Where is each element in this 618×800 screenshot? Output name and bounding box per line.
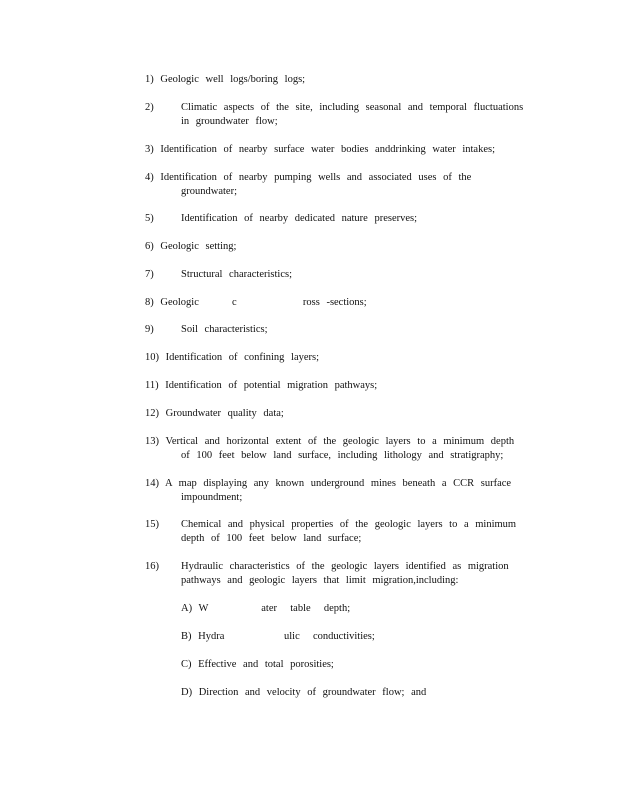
list-item (145, 477, 535, 505)
item-text: Identification of potential migration pathways; (165, 380, 378, 391)
item-number: 7) (145, 269, 154, 280)
list-item (145, 73, 535, 87)
item-continuation: impoundment; (181, 492, 243, 503)
item-number: 9) (145, 324, 154, 335)
sub-item-letter: A) (181, 603, 193, 614)
sub-item-text: Hydra ulic conductivities; (198, 631, 375, 642)
list-item (145, 379, 535, 393)
item-number: 8) (145, 297, 154, 308)
item-continuation: depth of 100 feet below land surface; (181, 533, 362, 544)
item-number: 5) (145, 213, 154, 224)
list-item (145, 351, 535, 365)
item-number: 16) (145, 561, 159, 572)
list-item (145, 560, 535, 588)
sub-list-item (181, 630, 511, 644)
item-text: A map displaying any known underground mines beneath a CCR surface (165, 478, 512, 489)
item-number: 11) (145, 380, 159, 391)
sub-item-text: W ater table depth; (198, 603, 351, 614)
item-text: Chemical and physical properties of the geologic layers to a minimum (181, 519, 517, 530)
item-text: Climatic aspects of the site, including seasonal and temporal fluctuations (181, 102, 524, 113)
list-item (145, 101, 535, 129)
item-text: Geologic well logs/boring logs; (160, 74, 306, 85)
item-text: Hydraulic characteristics of the geologic layers identified as migration (181, 561, 509, 572)
item-number: 15) (145, 519, 159, 530)
item-text: Identification of nearby surface water bodies anddrinking water intakes; (160, 144, 496, 155)
sub-item-letter: D) (181, 687, 193, 698)
list-item (145, 268, 535, 282)
list-item (145, 323, 535, 337)
list-item (145, 212, 535, 226)
item-text: Identification of confining layers; (165, 352, 320, 363)
sub-list-item (181, 602, 511, 616)
sub-list-item (181, 686, 511, 700)
item-text: Identification of nearby pumping wells and associated uses of the (160, 172, 472, 183)
sub-item-letter: C) (181, 659, 192, 670)
item-continuation: of 100 feet below land surface, including lithology and stratigraphy; (181, 450, 504, 461)
list-item (145, 407, 535, 421)
sub-list-item (181, 658, 511, 672)
list-item (145, 143, 535, 157)
list-item (145, 518, 535, 546)
sub-item-letter: B) (181, 631, 192, 642)
item-number: 14) (145, 478, 159, 489)
item-text: Soil characteristics; (181, 324, 268, 335)
item-number: 6) (145, 241, 154, 252)
item-number: 13) (145, 436, 159, 447)
list-item (145, 296, 535, 310)
item-text: Structural characteristics; (181, 269, 292, 280)
item-number: 3) (145, 144, 154, 155)
list-item (145, 171, 535, 199)
item-number: 10) (145, 352, 159, 363)
list-item (145, 240, 535, 254)
item-text: Groundwater quality data; (165, 408, 284, 419)
item-continuation: groundwater; (181, 186, 237, 197)
item-number: 12) (145, 408, 159, 419)
item-text: Identification of nearby dedicated nature preserves; (181, 213, 418, 224)
item-text: Vertical and horizontal extent of the geologic layers to a minimum depth (165, 436, 515, 447)
sub-item-text: Effective and total porosities; (198, 659, 334, 670)
item-continuation: in groundwater flow; (181, 116, 278, 127)
list-item (145, 435, 535, 463)
item-text: Geologic setting; (160, 241, 237, 252)
item-number: 4) (145, 172, 154, 183)
item-text: Geologic c ross -sections; (160, 297, 367, 308)
sub-item-text: Direction and velocity of groundwater flow; and (198, 687, 427, 698)
item-number: 1) (145, 74, 154, 85)
item-number: 2) (145, 102, 154, 113)
item-continuation: pathways and geologic layers that limit migration,including: (181, 575, 459, 586)
